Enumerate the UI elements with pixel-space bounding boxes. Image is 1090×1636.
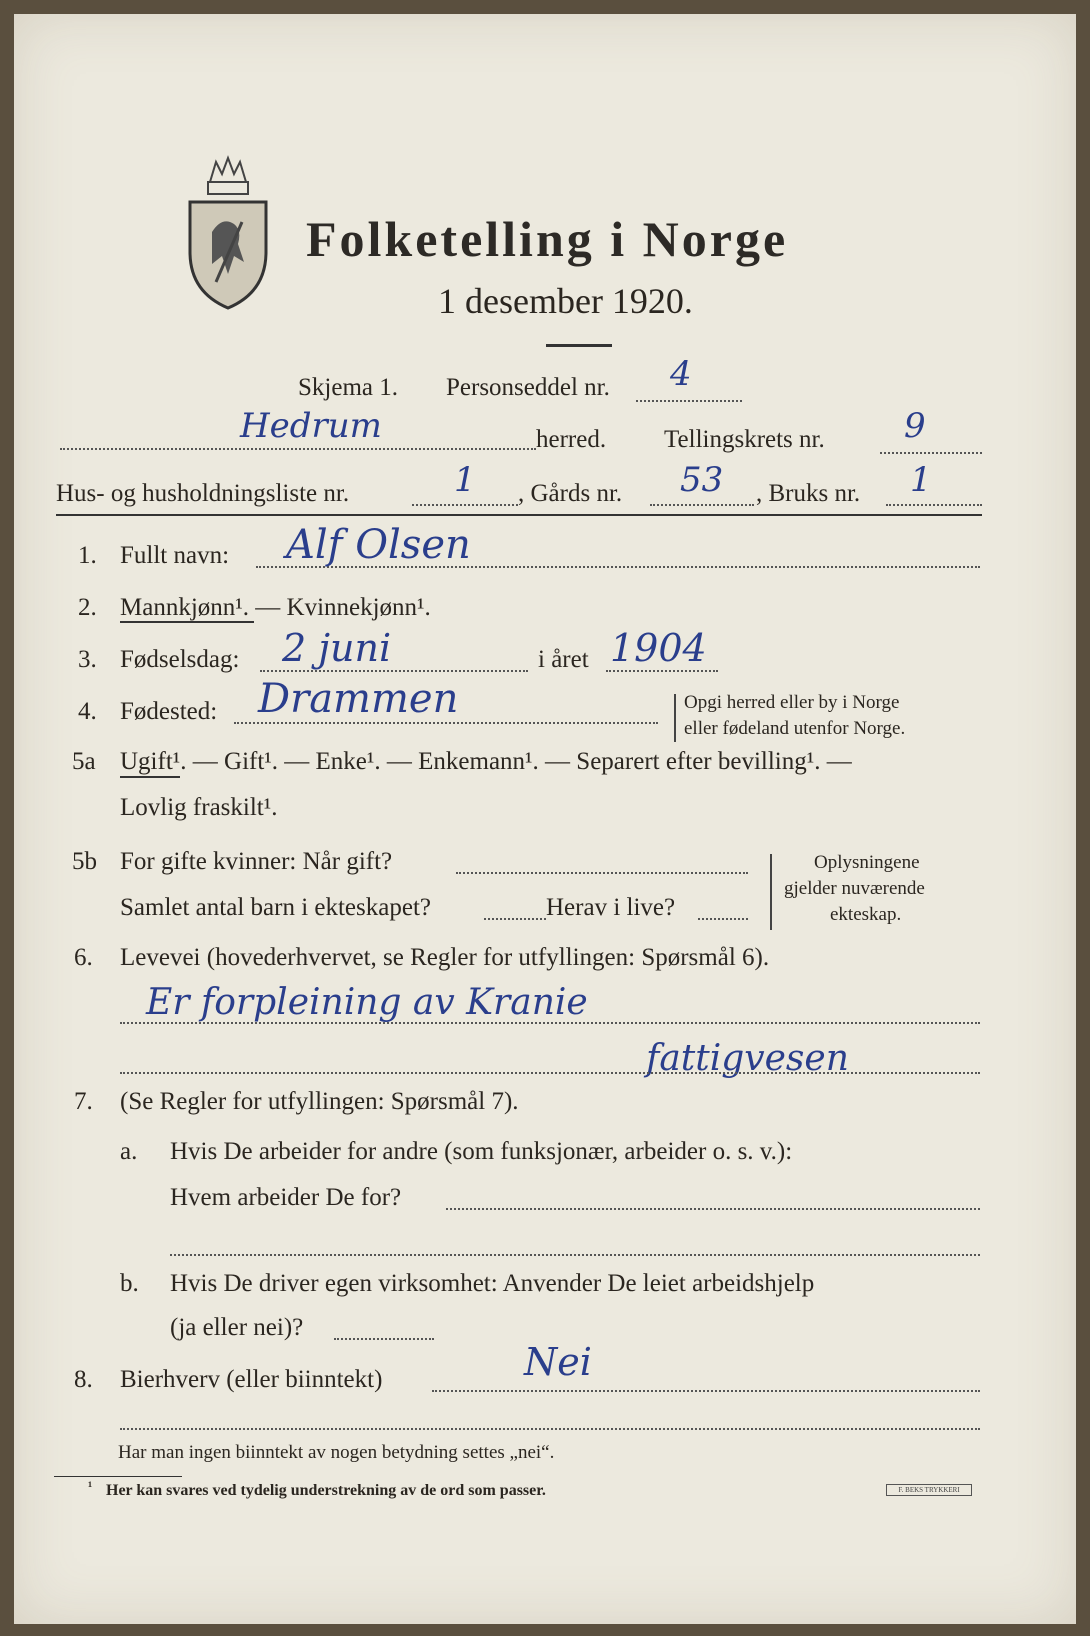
personseddel-line	[636, 400, 742, 402]
q4-line	[234, 722, 658, 724]
q7-number: 7.	[74, 1088, 93, 1115]
q6-number: 6.	[74, 944, 93, 971]
q5a-number: 5a	[72, 748, 96, 775]
footnote-text: Her kan svares ved tydelig understrekning av de ord som passer.	[106, 1482, 546, 1499]
personseddel-label: Personseddel nr.	[446, 374, 610, 401]
q6-value-line-1: Er forpleining av Kranie	[146, 982, 588, 1023]
q5b-children-line	[484, 918, 546, 920]
gards-label: , Gårds nr.	[518, 480, 623, 507]
header-rule	[56, 514, 982, 516]
printer-stamp: F. BEKS TRYKKERI	[886, 1484, 972, 1496]
q5b-note-1: Oplysningene	[814, 852, 920, 873]
q3-year-line	[606, 670, 718, 672]
schema-label: Skjema 1.	[298, 374, 398, 401]
q7a-letter: a.	[120, 1138, 138, 1165]
q4-label: Fødested:	[120, 698, 218, 725]
q5b-line-1: For gifte kvinner: Når gift?	[120, 848, 393, 875]
q1-number: 1.	[78, 542, 97, 569]
census-form	[14, 14, 1076, 1624]
q7a-line-extra	[170, 1254, 980, 1256]
q4-note-1: Opgi herred eller by i Norge	[684, 692, 900, 713]
husliste-value: 1	[454, 460, 476, 500]
husliste-label: Hus- og husholdningsliste nr.	[56, 480, 350, 507]
q5b-note-brace	[770, 854, 772, 930]
tellingskrets-line	[880, 452, 982, 454]
q3-day-line	[260, 670, 528, 672]
herred-line	[60, 448, 536, 450]
tellingskrets-label: Tellingskrets nr.	[664, 426, 825, 453]
q2-number: 2.	[78, 594, 97, 621]
q1-value: Alf Olsen	[286, 522, 471, 568]
q7b-line-2: (ja eller nei)?	[170, 1314, 304, 1341]
q7a-line-1: Hvis De arbeider for andre (som funksjonær, arbeider o. s. v.):	[170, 1138, 793, 1165]
q3-value: 2 juni	[282, 626, 392, 670]
q7-label: (Se Regler for utfyllingen: Spørsmål 7).	[120, 1088, 519, 1115]
q5a-line-1: Ugift¹. — Gift¹. — Enke¹. — Enkemann¹. — Separert efter bevilling¹. —	[120, 748, 852, 775]
gards-line	[650, 504, 754, 506]
note-nei: Har man ingen biinntekt av nogen betydning settes „nei“.	[118, 1442, 555, 1463]
q2-label: Mannkjønn¹. — Kvinnekjønn¹.	[120, 594, 431, 621]
q6-value-line-2: fattigvesen	[646, 1038, 849, 1079]
herred-label: herred.	[536, 426, 607, 453]
q6-line-2	[120, 1072, 980, 1074]
bruks-label: , Bruks nr.	[756, 480, 861, 507]
q8-number: 8.	[74, 1366, 93, 1393]
q5b-note-2: gjelder nuværende	[784, 878, 925, 899]
q4-number: 4.	[78, 698, 97, 725]
q5a-line-2: Lovlig fraskilt¹.	[120, 794, 278, 821]
q5b-number: 5b	[72, 848, 97, 875]
q3-label: Fødselsdag:	[120, 646, 240, 673]
bruks-line	[886, 504, 982, 506]
q6-label: Levevei (hovederhvervet, se Regler for utfyllingen: Spørsmål 6).	[120, 944, 770, 971]
personseddel-value: 4	[670, 354, 692, 394]
gards-value: 53	[680, 460, 724, 500]
q5b-note-3: ekteskap.	[830, 904, 902, 925]
form-title: Folketelling i Norge	[306, 211, 789, 267]
footnote-mark: ¹	[88, 1480, 93, 1495]
q7b-line	[334, 1338, 434, 1340]
herred-value: Hedrum	[240, 406, 382, 446]
q7b-line-1: Hvis De driver egen virksomhet: Anvender De leiet arbeidshjelp	[170, 1270, 815, 1297]
q6-line-1	[120, 1022, 980, 1024]
title-divider	[546, 344, 612, 347]
bruks-value: 1	[910, 460, 932, 500]
q8-value: Nei	[524, 1340, 592, 1384]
q5b-alive-line	[698, 918, 748, 920]
q5b-children-label: Samlet antal barn i ekteskapet?	[120, 894, 431, 921]
q1-label: Fullt navn:	[120, 542, 230, 569]
q3-year-value: 1904	[610, 626, 707, 670]
q7a-line-2: Hvem arbeider De for?	[170, 1184, 402, 1211]
q5b-married-line	[456, 872, 748, 874]
tellingskrets-value: 9	[904, 406, 926, 446]
footnote-rule	[54, 1476, 182, 1477]
q7a-line	[446, 1208, 980, 1210]
q7b-letter: b.	[120, 1270, 139, 1297]
q3-number: 3.	[78, 646, 97, 673]
q8-line	[432, 1390, 980, 1392]
q5b-alive-label: Herav i live?	[546, 894, 676, 921]
census-date: 1 desember 1920.	[438, 281, 693, 321]
q5a-underline-ugift	[120, 776, 180, 778]
q4-note-brace	[674, 694, 676, 742]
q8-line-extra	[120, 1428, 980, 1430]
husliste-line	[412, 504, 518, 506]
q4-value: Drammen	[258, 676, 459, 722]
q3-year-label: i året	[538, 646, 589, 673]
q2-underline-mannkjonn	[120, 621, 254, 623]
q8-label: Bierhverv (eller biinntekt)	[120, 1366, 383, 1393]
norway-coat-of-arms-icon	[182, 152, 274, 312]
q4-note-2: eller fødeland utenfor Norge.	[684, 718, 906, 739]
